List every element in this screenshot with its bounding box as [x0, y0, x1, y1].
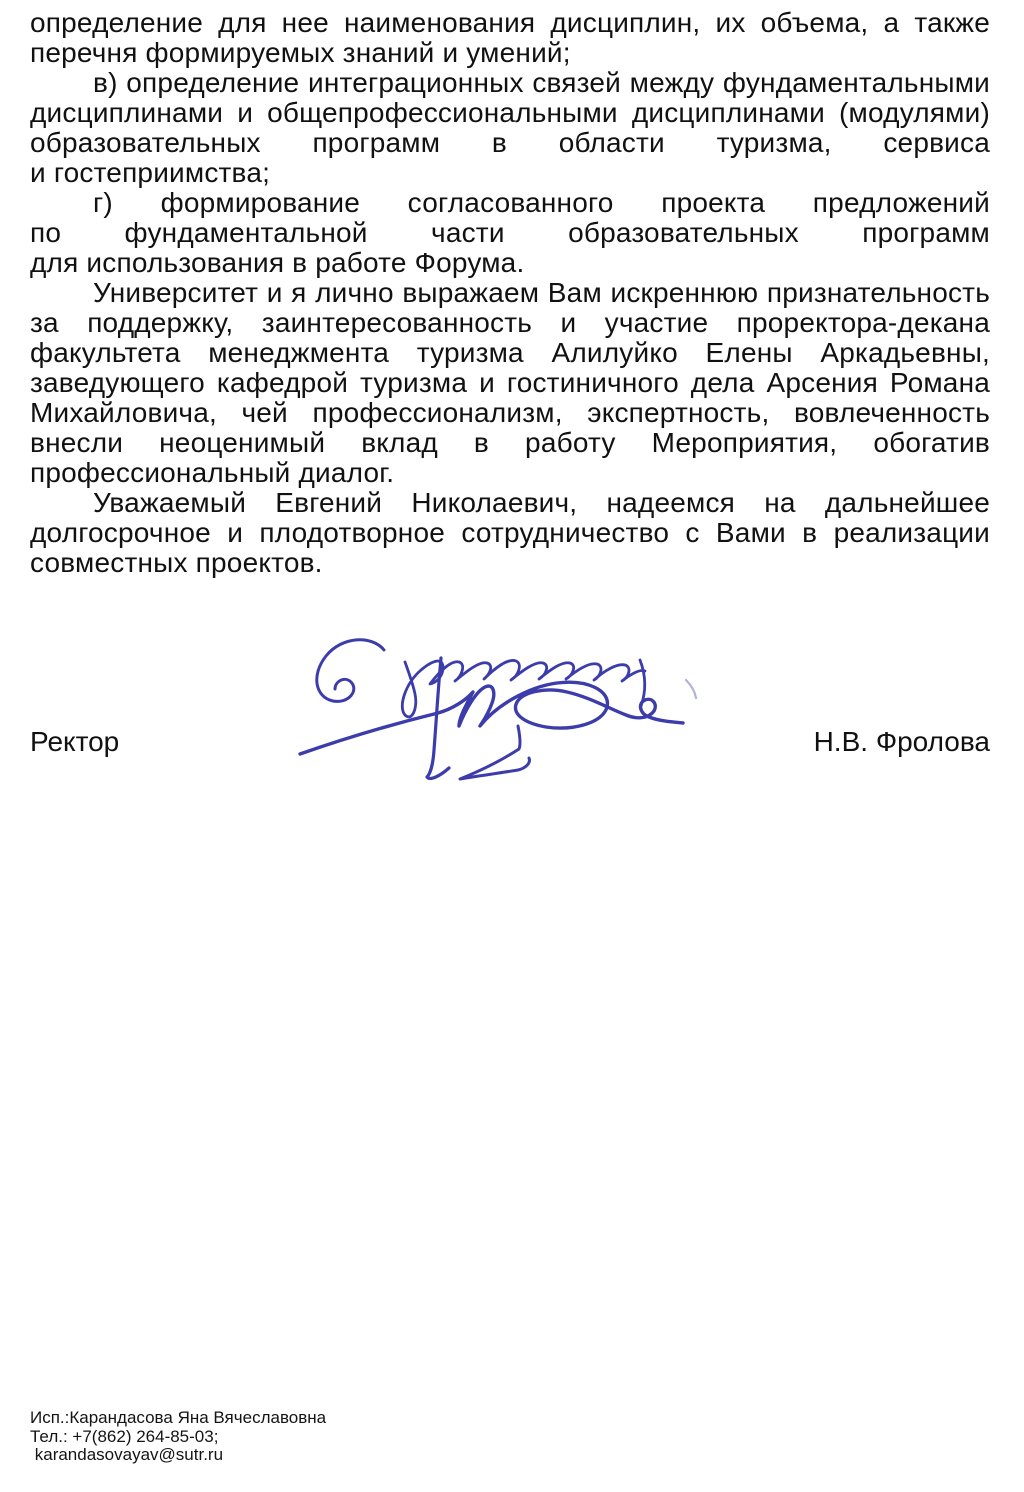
body-line: в) определение интеграционных связей между фундаментальными — [93, 67, 990, 98]
body-line: за поддержку, заинтересованность и участие проректора-декана — [30, 307, 990, 338]
executor-line: Исп.:Карандасова Яна Вячеславовна — [30, 1408, 327, 1427]
body-line: перечня формируемых знаний и умений; — [30, 37, 571, 68]
rector-label: Ректор — [30, 726, 120, 757]
email-line: karandasovayav@sutr.ru — [30, 1445, 224, 1464]
body-line: и гостеприимства; — [30, 157, 271, 188]
body-line: совместных проектов. — [30, 547, 323, 578]
body-line: образовательных программ в области туризма, сервиса — [30, 127, 990, 158]
signature-image — [288, 610, 708, 790]
footer-block — [30, 1409, 630, 1465]
body-line: заведующего кафедрой туризма и гостиничного дела Арсения Романа — [30, 367, 990, 398]
body-line: г) формирование согласованного проекта предложений — [93, 187, 990, 218]
body-line: Михайловича, чей профессионализм, экспертность, вовлеченность — [30, 397, 990, 428]
signoff-row — [30, 727, 990, 757]
body-line: по фундаментальной части образовательных программ — [30, 217, 990, 248]
body-line: профессиональный диалог. — [30, 457, 395, 488]
body-line: факультета менеджмента туризма Алилуйко Елены Аркадьевны, — [30, 337, 990, 368]
body-line: для использования в работе Форума. — [30, 247, 525, 278]
body-line: внесли неоценимый вклад в работу Мероприятия, обогатив — [30, 427, 990, 458]
handwritten-signature — [288, 610, 708, 790]
body-line: Университет и я лично выражаем Вам искреннюю признательность — [93, 277, 990, 308]
body-line: определение для нее наименования дисциплин, их объема, а также — [30, 7, 990, 38]
body-line: Уважаемый Евгений Николаевич, надеемся на дальнейшее — [93, 487, 990, 518]
body-line: дисциплинами и общепрофессиональными дисциплинами (модулями) — [30, 97, 990, 128]
body-line: долгосрочное и плодотворное сотрудничество с Вами в реализации — [30, 517, 990, 548]
phone-line: Тел.: +7(862) 264-85-03; — [30, 1426, 219, 1446]
signer-name: Н.В. Фролова — [813, 726, 990, 757]
letter-body — [30, 8, 990, 578]
